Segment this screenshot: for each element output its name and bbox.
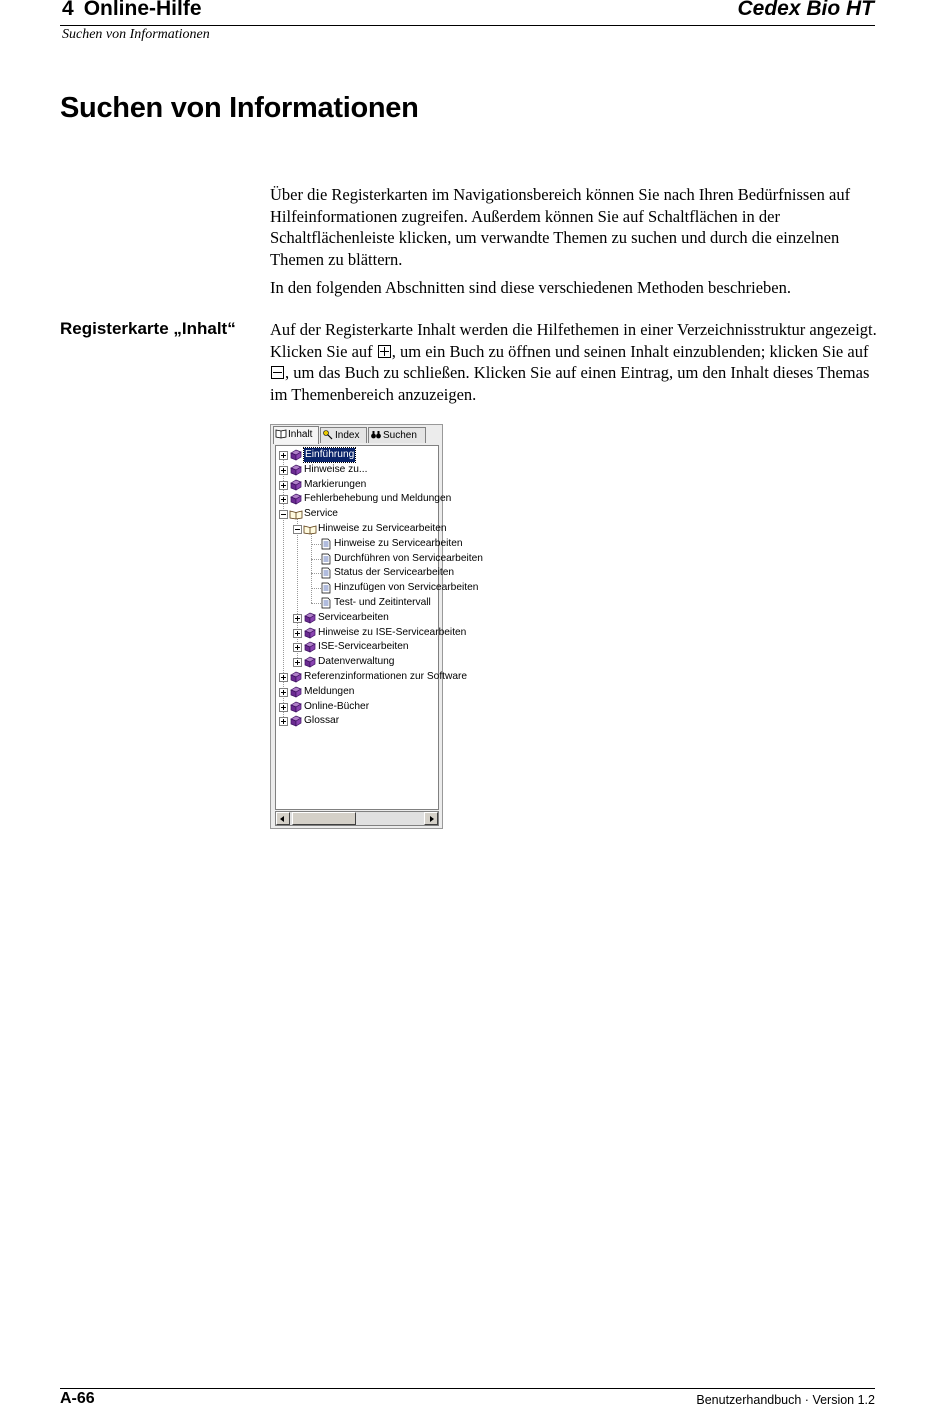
page-icon: [320, 554, 332, 564]
tree-item-label: Servicearbeiten: [318, 611, 389, 623]
tree-item-label: ISE-Servicearbeiten: [318, 641, 409, 653]
expand-toggle-icon[interactable]: [279, 466, 288, 475]
tree-item-label: Online-Bücher: [304, 700, 370, 712]
intro-paragraph: Über die Registerkarten im Navigationsbereich können Sie nach Ihren Bedürfnissen auf Hilfeinformationen zugreifen. Außerdem können Sie auf Schaltflächen in der Schaltflächenleiste klicken, um verwandte Themen zu suchen und durch die einzelnen Themen zu blättern.: [270, 185, 851, 269]
tree-item-label: Fehlerbehebung und Meldungen: [304, 493, 452, 505]
chapter-number: 4: [62, 0, 74, 20]
expand-toggle-icon[interactable]: [293, 629, 302, 638]
book-icon: [304, 642, 316, 652]
help-navigation-screenshot: [270, 424, 483, 829]
book-icon: [290, 494, 302, 504]
inhalt-text-part1: Auf der Registerkarte Inhalt werden die Hilfethemen in einer Verzeichnisstruktur angezeigt. Klicken Sie auf: [270, 320, 877, 361]
open-book-icon: [290, 509, 302, 519]
product-name: Cedex Bio HT: [737, 0, 874, 20]
tree-item-label: Glossar: [304, 715, 340, 727]
chapter-title: Online-Hilfe: [83, 0, 202, 20]
tree-item-label: Meldungen: [304, 685, 355, 697]
tree-item-label: Referenzinformationen zur Software: [304, 671, 468, 682]
book-icon: [304, 613, 316, 623]
book-icon: [276, 429, 286, 438]
tree-item-label: Hinweise zu Servicearbeiten: [318, 523, 447, 534]
book-icon: [290, 716, 302, 726]
methods-paragraph: In den folgenden Abschnitten sind diese verschiedenen Methoden beschrieben.: [270, 278, 791, 297]
chapter-heading: [62, 0, 202, 21]
binoculars-icon: [371, 430, 381, 439]
expand-toggle-icon[interactable]: [293, 658, 302, 667]
page-number: A-66: [60, 1390, 95, 1407]
expand-toggle-icon[interactable]: [279, 673, 288, 682]
tab-inhalt[interactable]: [273, 426, 319, 444]
tab-index-label: Index: [335, 430, 360, 441]
expand-toggle-icon[interactable]: [293, 614, 302, 623]
book-icon: [304, 657, 316, 667]
scroll-left-arrow-icon[interactable]: [276, 812, 290, 825]
book-icon: [290, 672, 302, 682]
expand-toggle-icon[interactable]: [293, 643, 302, 652]
tree-item-label: Markierungen: [304, 478, 367, 490]
tree-item-label: Hinweise zu Servicearbeiten: [334, 537, 463, 549]
book-icon: [290, 687, 302, 697]
expand-toggle-icon[interactable]: [279, 703, 288, 712]
inhalt-paragraph: [270, 319, 880, 405]
tree-connector: [297, 519, 298, 662]
page-icon: [320, 568, 332, 578]
tree-item-label: Service: [304, 508, 338, 520]
book-icon: [290, 480, 302, 490]
tree-item-label: Hinzufügen von Servicearbeiten: [334, 582, 479, 594]
page-icon: [320, 598, 332, 608]
tree-item-label: Durchführen von Servicearbeiten: [334, 552, 483, 564]
tree-item-label: Test- und Zeitintervall: [334, 597, 431, 608]
contents-tree: [275, 445, 483, 810]
open-book-icon: [304, 524, 316, 534]
footer-rule: [60, 1388, 875, 1389]
book-icon: [290, 450, 302, 460]
tree-item-label: Hinweise zu...: [304, 463, 368, 475]
tree-item-label: Einführung: [305, 449, 355, 460]
inhalt-text-part2: , um ein Buch zu öffnen und seinen Inhalt einzublenden; klicken Sie auf: [391, 341, 869, 361]
scroll-right-arrow-icon[interactable]: [424, 812, 438, 825]
expand-toggle-icon[interactable]: [279, 717, 288, 726]
help-tab-strip: [273, 427, 440, 444]
section-subtitle: Suchen von Informationen: [62, 27, 210, 42]
inhalt-text-part3: , um das Buch zu schließen. Klicken Sie auf einen Eintrag, um den Inhalt dieses Themas im Themenbereich anzuzeigen.: [270, 363, 870, 404]
tab-inhalt-label: Inhalt: [288, 429, 313, 440]
tab-suchen-label: Suchen: [383, 430, 417, 441]
expand-toggle-icon[interactable]: [279, 451, 288, 460]
key-icon: [323, 430, 333, 439]
tree-item-label: Status der Servicearbeiten: [334, 567, 455, 579]
tree-item-label: Hinweise zu ISE-Servicearbeiten: [318, 626, 467, 638]
collapse-toggle-icon[interactable]: [293, 525, 302, 534]
book-icon: [290, 465, 302, 475]
scroll-thumb[interactable]: [292, 812, 356, 825]
side-heading-inhalt: Registerkarte „Inhalt“: [60, 319, 236, 338]
plus-box-icon: [378, 345, 391, 358]
tree-item-label: Datenverwaltung: [318, 656, 395, 668]
expand-toggle-icon[interactable]: [279, 688, 288, 697]
minus-box-icon: [271, 366, 284, 379]
expand-toggle-icon[interactable]: [279, 495, 288, 504]
collapse-toggle-icon[interactable]: [279, 510, 288, 519]
book-icon: [290, 702, 302, 712]
document-version: Benutzerhandbuch · Version 1.2: [696, 1393, 875, 1407]
book-icon: [304, 628, 316, 638]
page-icon: [320, 583, 332, 593]
header-rule: [60, 25, 875, 26]
tab-suchen[interactable]: [368, 427, 426, 443]
expand-toggle-icon[interactable]: [279, 481, 288, 490]
horizontal-scrollbar[interactable]: [275, 811, 439, 826]
tab-index[interactable]: [320, 427, 367, 443]
page-icon: [320, 539, 332, 549]
page-title: Suchen von Informationen: [60, 92, 419, 124]
